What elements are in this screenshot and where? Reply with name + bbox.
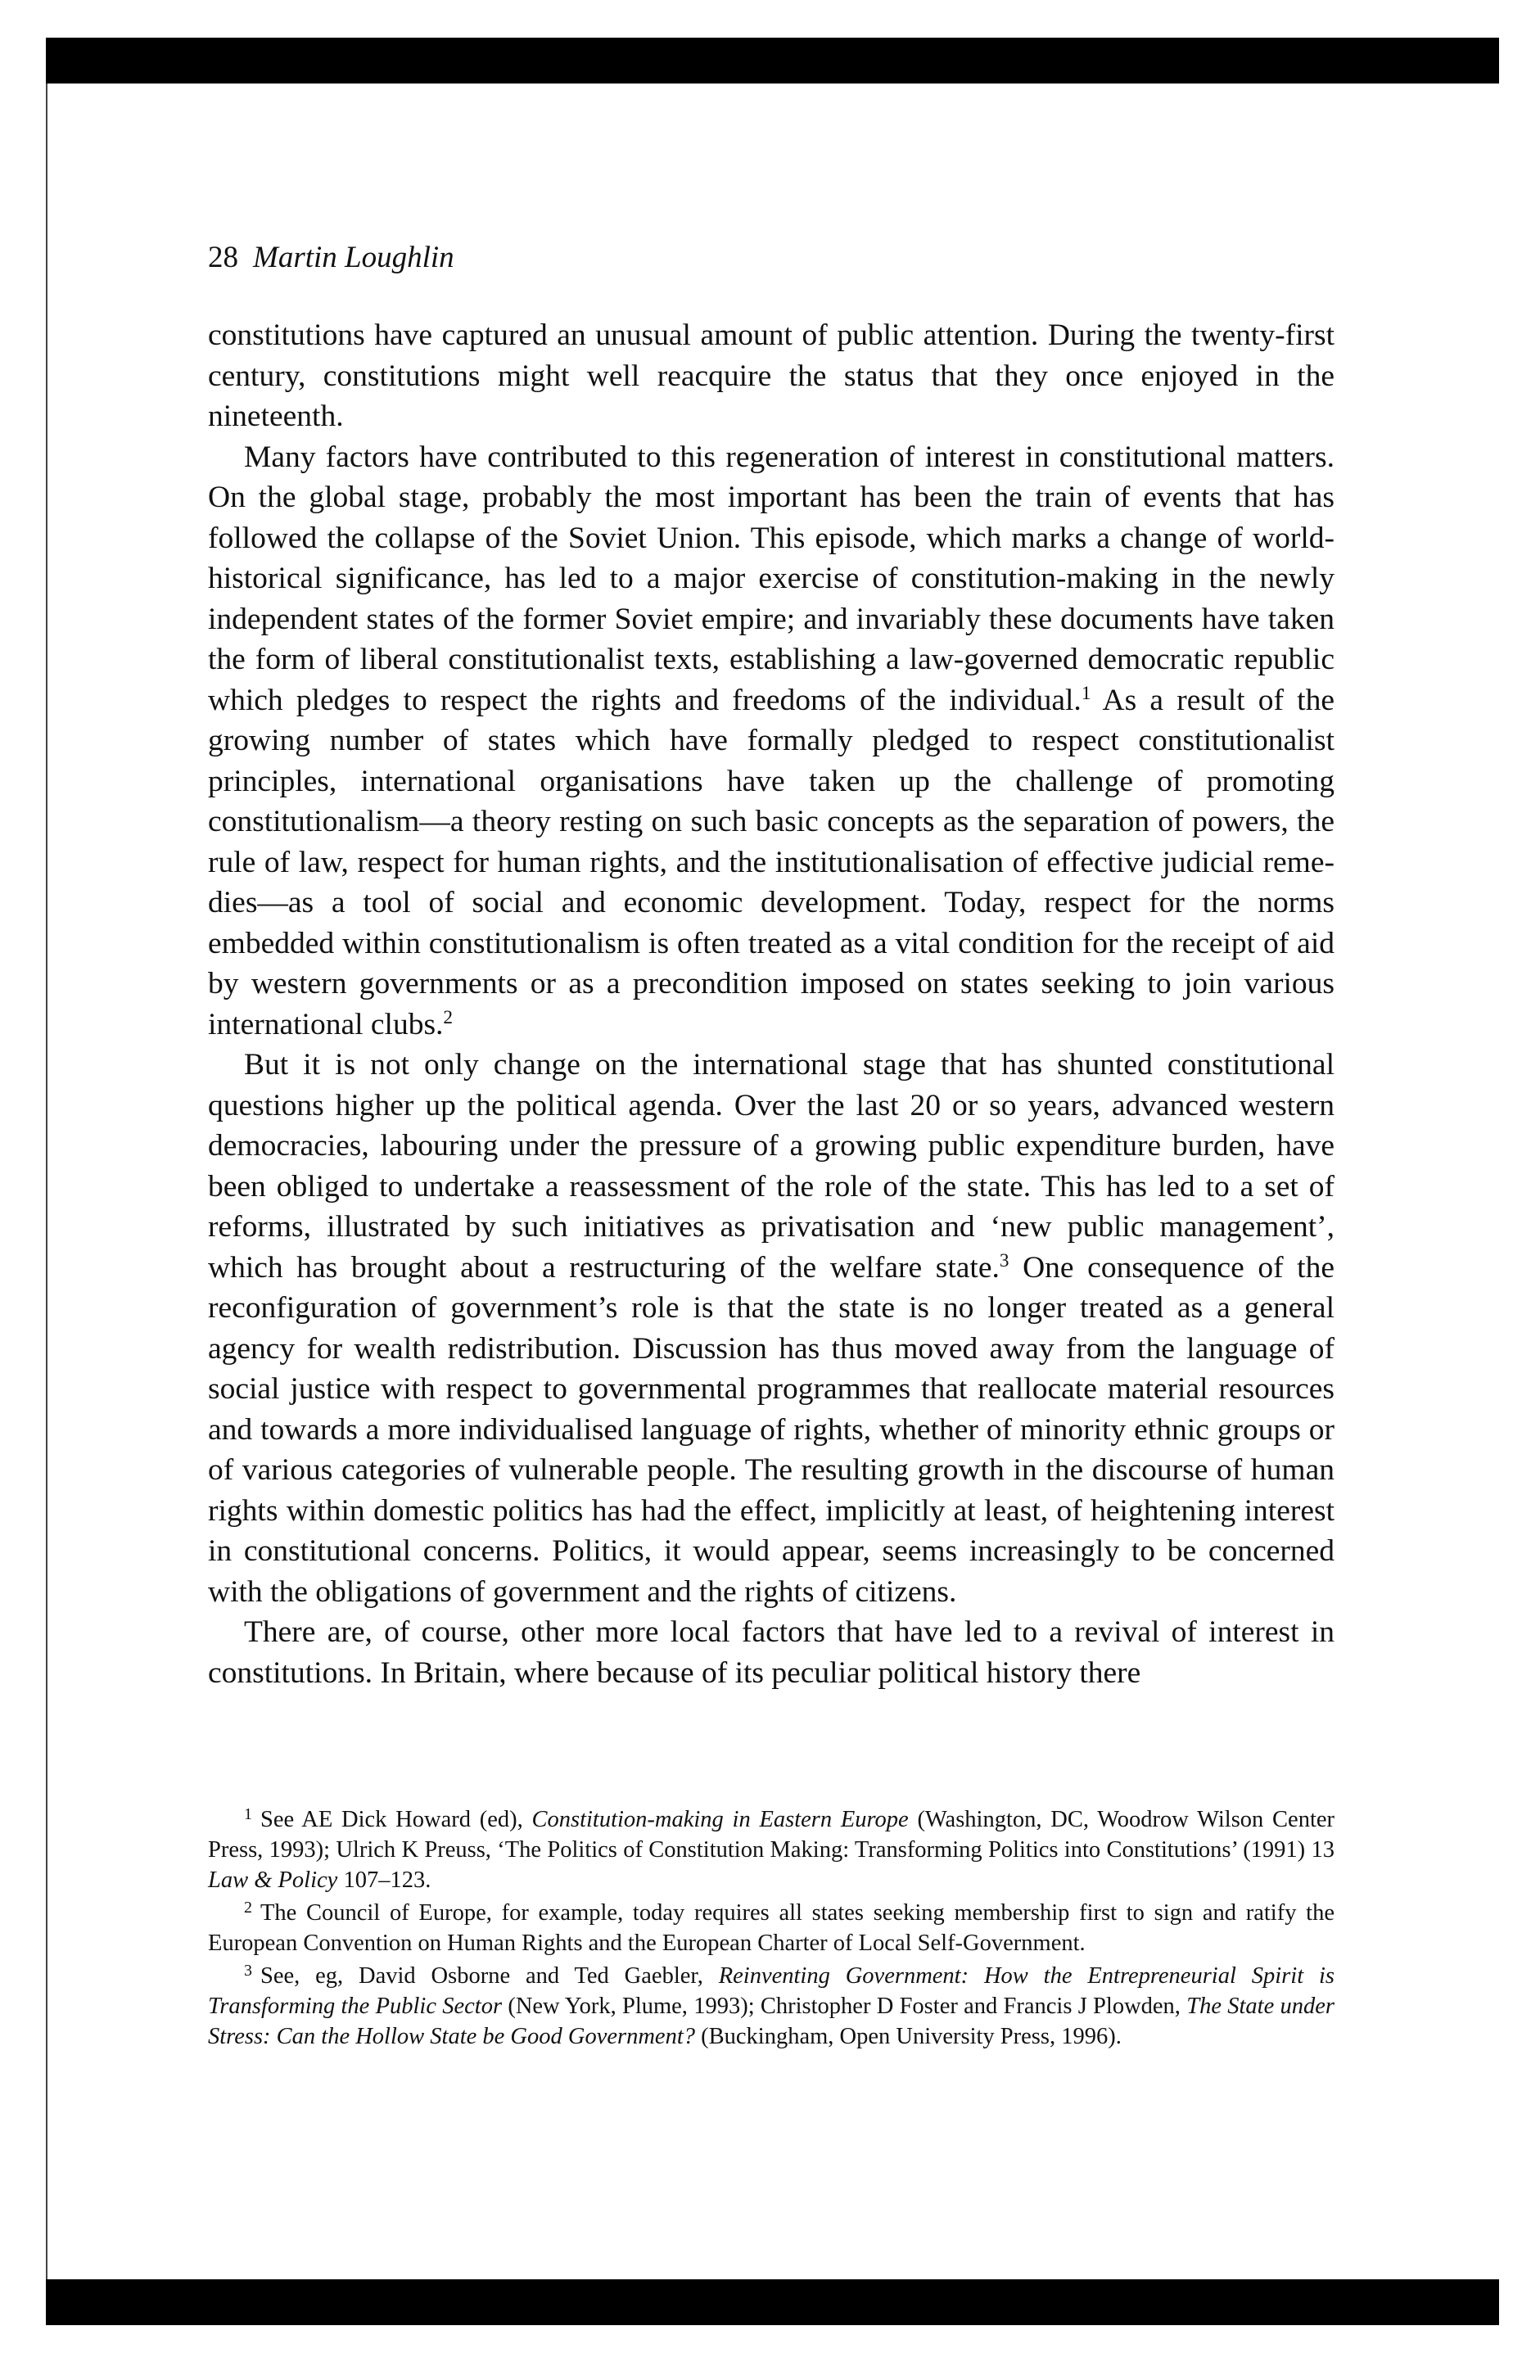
running-head-author: Martin Loughlin	[253, 241, 454, 274]
footnote-ref-3[interactable]: 3	[999, 1249, 1009, 1271]
footnote-1-text-c: 107–123.	[337, 1867, 431, 1893]
footnote-1-title-2: Law & Policy	[208, 1867, 338, 1893]
footnote-1	[208, 1804, 1335, 1895]
top-border-bar	[46, 38, 1499, 84]
footnote-3-number: 3	[244, 1962, 252, 1980]
paragraph-2-part-a: Many factors have contributed to this regeneration of interest in constitutional matters. On the global stage, probably the most important has been the train of events that has followed the collapse of the Soviet Union. This episode, which marks a change of world-historical significance, has led to a major exercise of constitution-making in the newly independent states of the former Soviet empire; and invariably these documents have taken the form of liberal constitutionalist texts, establishing a law-governed democratic republic which pledges to respect the rights and freedoms of the individual.	[208, 440, 1335, 717]
footnote-1-text-a: See AE Dick Howard (ed),	[260, 1807, 532, 1832]
page-number: 28	[208, 241, 238, 274]
bottom-border-bar	[46, 2279, 1499, 2325]
footnote-3	[208, 1961, 1335, 2052]
footnote-3-title-2: The State under Stress: Can the Hollow State be Good Government?	[208, 1994, 1335, 2049]
paragraph-4: There are, of course, other more local factors that have led to a revival of interest in constitutions. In Britain, where because of its peculiar political history there	[208, 1615, 1335, 1690]
body-text	[208, 315, 1335, 1693]
footnote-2	[208, 1898, 1335, 1958]
footnotes	[208, 1804, 1335, 2054]
paragraph-3-part-b: One consequence of the reconfiguration of government’s role is that the state is no longer treated as a general agency for wealth redistribution. Discussion has thus moved away from the language of social justice with respect to governmental programmes that reallocate material resources and towards a more individualised language of rights, whether of minority ethnic groups or of various categories of vulnerable people. The resulting growth in the discourse of human rights within domestic politics has had the effect, implicitly at least, of heightening interest in constitutional concerns. Politics, it would appear, seems increasingly to be concerned with the obligations of government and the rights of citizens.	[208, 1250, 1335, 1609]
footnote-2-number: 2	[244, 1899, 252, 1917]
paragraph-1: constitutions have captured an unusual amount of public attention. During the twenty-first century, constitutions might well reacquire the status that they once enjoyed in the nineteenth.	[208, 318, 1335, 433]
paragraph-3-part-a: But it is not only change on the international stage that has shunted constitutional questions higher up the political agenda. Over the last 20 or so years, advanced western democracies, labouring under the pressure of a growing public expenditure burden, have been obliged to undertake a reassessment of the role of the state. This has led to a set of reforms, illustrated by such initiatives as privatisation and ‘new public management’, which has brought about a restructuring of the welfare state.	[208, 1048, 1335, 1285]
footnote-1-number: 1	[244, 1805, 252, 1824]
paragraph-3	[208, 1045, 1335, 1612]
footnote-ref-1[interactable]: 1	[1081, 682, 1091, 704]
left-margin-rule	[46, 84, 47, 2279]
footnote-3-text-c: (Buckingham, Open University Press, 1996).	[695, 2024, 1122, 2049]
paragraph-2	[208, 437, 1335, 1045]
footnote-3-text-b: (New York, Plume, 1993); Christopher D Foster and Francis J Plowden,	[502, 1994, 1187, 2019]
footnote-ref-2[interactable]: 2	[443, 1006, 454, 1028]
footnote-1-text-b: (Washington, DC, Woodrow Wilson Center Press, 1993); Ulrich K Preuss, ‘The Politics of Constitution Making: Transforming Politics into Constitutions’ (1991) 13	[208, 1807, 1335, 1863]
paragraph-2-part-b: As a result of the growing number of states which have formally pledged to respect constitutionalist principles, international organisations have taken up the challenge of promoting constitutionalism—a theory resting on such basic concepts as the separation of powers, the rule of law, respect for human rights, and the institutionalisation of effective judicial remedies—as a tool of social and economic development. Today, respect for the norms embedded within constitutionalism is often treated as a vital condition for the receipt of aid by western governments or as a precondition imposed on states seeking to join various international clubs.	[208, 683, 1335, 1041]
footnote-3-title-1: Reinventing Government: How the Entrepreneurial Spirit is Transforming the Public Sector	[208, 1963, 1335, 2019]
running-head	[208, 240, 454, 276]
footnote-3-text-a: See, eg, David Osborne and Ted Gaebler,	[260, 1963, 719, 1989]
footnote-2-text: The Council of Europe, for example, today requires all states seeking membership first to sign and ratify the European Convention on Human Rights and the European Charter of Local Self-Government.	[208, 1900, 1335, 1956]
footnote-1-title-1: Constitution-making in Eastern Europe	[531, 1807, 909, 1832]
